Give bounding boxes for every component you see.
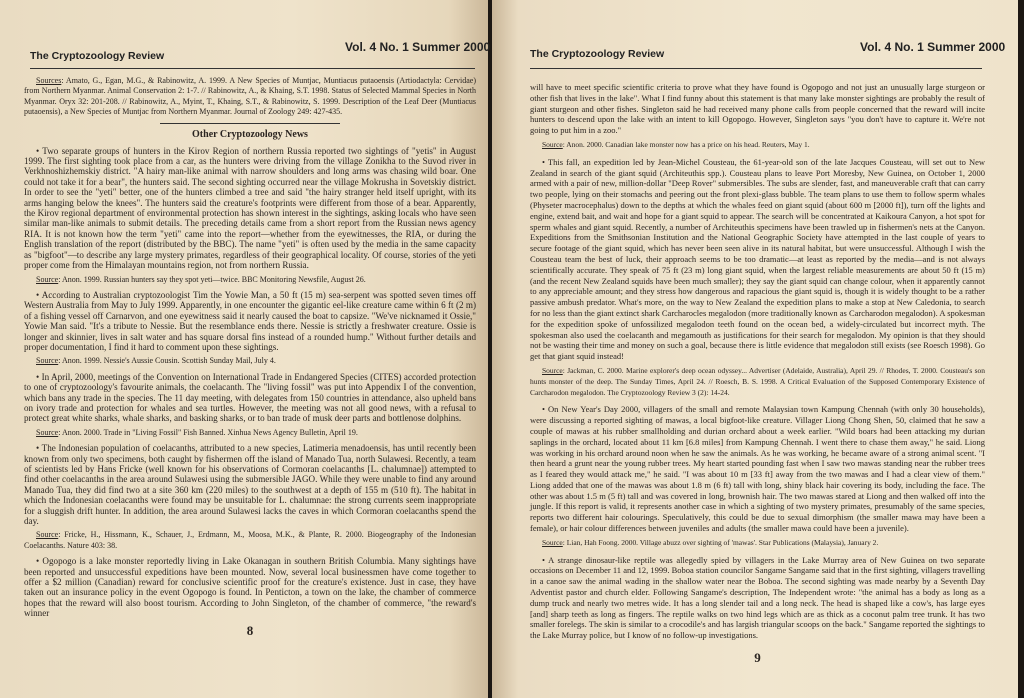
left-page-8 [0,0,491,698]
header-rule [530,68,982,69]
source-label: Source [36,427,59,437]
item-text: will have to meet specific scientific criteria to prove what they have found is Ogopogo and not just an unusually large sturgeon or other fish that lives in the lake". What I find funny about this statement is that many lake monster sightings are probably the result of giant sturgeon and other fishes. Singleton said he had received many phone calls from people concerned that the reward will incite hunters to descend upon the lake with an intent to kill Ogopogo. However, Singleton says "you don't have to capture it. We're not going to put him in a zoo." [530,82,985,136]
news-item-ogopogo [24,556,476,618]
left-page-content [24,76,476,638]
source-text: : Anon. 1999. Russian hunters say they spot yeti—twice. BBC Monitoring Newsfile, August 26. [58,274,366,284]
source-text: : Jackman, C. 2000. Marine explorer's deep ocean odyssey... Advertiser (Adelaide, Australia), April 29. // Rhodes, T. 2000. Cousteau's son hunts monster of the deep. The Sunday Times, April 24. // Roesch, B. S. 1998. A Critical Evaluation of the Supposed Contemporary Existence of Carcharodon megalodon. The Cryptozoology Review 3 (2): 14-24. [530,365,985,397]
news-item-sea-serpent [24,290,476,367]
top-sources [24,76,476,118]
item-text: • This fall, an expedition led by Jean-Michel Cousteau, the 61-year-old son of the late Jacques Cousteau, will set out to New Zealand in search of the giant squid (Architeuthis spp.). Cousteau plans to leave Port Moresby, New Guinea, on October 1, 2000 armed with a pair of new, million-dollar "Deep Rover" submersibles. The subs are slender, fast, and maneuverable craft that can carry two people, lying on their stomachs and peering out the front plexi-glass bubble. The team plans to use them to follow sperm whales (Physeter macrocephalus) down to the depths at which the whales feed on giant squid (about 600 m [2000 ft]), turn off the lights and engine, extend bait, and wait and hope for a giant squid to appear. The search will be concentrated at Kaikoura Canyon, a hot spot for sperm whales and giant squid. Recently, a number of Architeuthis specimens have been trawled up in fishermen's nets at the Canyon. Expeditions from the Smithsonian Institution and the National Geographic Society have attempted in the last couple of years to secure footage of the giant squid, which has never been seen alive in its natural habitat, but were unsuccessful. Although I wish the Cousteau team the best of luck, their approach seems to be too dramatic—at least as reported by the media—and is not always scientifically accurate. They speak of 75 ft (23 m) long giant squid, when the largest reliable measurements are about 50 ft (15 m) (and the recent New Zealand squids have been much smaller); they say the giant squid can change colour, when it apparently cannot to any appreciable amount; and they stress how dangerous and rapacious the giant squid is, though it is widely thought to be a rather passive ambush predator. What's more, on the way to New Zealand the expedition plans to make a stop at New Caledonia, to search for no less than the giant extinct shark Carcharocles megalodon (more traditionally known as Carcharodon megalodon). A spokesman for the expedition spoke of unfossilized megalodon teeth found on the ocean bed, a widely-circulated but incorrect myth. The spokesman also used the coelacanth and megamouth as justifications for their search for megalodon. My opinion is that they should not be wasting their time and money on such a goal, because there is little evidence that megalodon still exists (see Roesch 1998). Go get that giant squid instead! [530,156,985,362]
header-rule [30,68,475,69]
item-text: • A strange dinosaur-like reptile was allegedly spied by villagers in the Lake Murray area of New Guinea on two separate occasions on December 11 and 12, 1999. Boboa station councilor Sangame Sangame said that in the first sighting, villagers travelling in a canoe saw the animal wading in the shallow water near the Boboa. The second sighting was made nearby by a Seventh Day Adventist pastor and church elder. Following Sangame's description, The Independent wrote: "the animal has a body as long as a dump truck and nearly two metres wide. It has a long slender tail and a long neck. The head is shaped like a cow's, has large eyes [and] sharp teeth as long as fingers. The reptile walks on two hind legs which are as thick as a coconut palm tree trunk. It has two smaller forelegs. The skin is similar to a crocodile's and has largish triangular scoops on the back." Sangame reported the sightings to the Lake Murray police, but I know of no follow-up investigations. [530,554,985,641]
item-text: • The Indonesian population of coelacanths, attributed to a new species, Latimeria menadoensis, has until recently been known from only two specimens, both caught by fishermen off the island of Manado Tua, north Sulawesi. Recently, a team of scientists led by Hans Fricke (well known for his observations of Cormoran coelacanths [L. chalumnae]) attempted to find other coelacanths in the area around Sulawesi using the submersible JAGO. While they were unable to find any around Manado Tua, they did find two at a site 360 km (220 miles) to the southwest at a depth of 155 m (510 ft). The habitat in which the Indonesian coelacanths were found may be unsuitable for L. chalumnae: the strong currents seem inappropriate for a sluggish drift hunter. In addition, the area around Sulawesi lacks the caves in which Cormoran coelacanths spend the day. [24,443,476,527]
right-page-9 [492,0,1018,698]
source-label: Source [36,274,59,284]
item-text: • In April, 2000, meetings of the Convention on International Trade in Endangered Species (CITES) accorded protection to one of cryptozoology's favourite animals, the coelacanth. The "living fossil" was put into Appendix I of the convention, which bans any trade in the species. The 11 day meeting, with delegates from 150 countries in attendance, also upheld bans on ivory trade and protection for whales and sea turtles. However, the meeting was not all good news, with a refusal to protect great white sharks, whale sharks, and basking sharks, or to ban trade of musk deer parts and bottlenose dolphins. [24,371,476,424]
source-label: Source [542,365,563,375]
source-text: : Anon. 2000. Trade in "Living Fossil" Fish Banned. Xinhua News Agency Bulletin, April 19. [58,427,358,437]
source-label: Source [36,356,59,366]
item-text: • Two separate groups of hunters in the Kirov Region of northern Russia reported two sightings of "yetis" in August 1999. The first sighting took place from a car, as the hunters were driving from the village Zonikha to the Suvod river in Verkhnoshizhemskiy district. "A hairy man-like animal with narrow shoulders and long arms was chasing wild boar. One could not take it for a bear", the hunters said. The second sighting occurred near the village Mokrusha in Sovetskiy district. In order to see the "yeti" better, one of the hunters climbed a tree and said "the hairy stranger held itself upright, with its arms hanging below the knees". The hunters said the creature's footprints were different from those of a bear. Apparently, the Kirov regional department of environmental protection has shown interest in the sightings, asking locals who have seen similar man-like animals to submit details. The preceding details came from a short report from the Russian news agency RIA. It is not known how the term "yeti" came into the report—whether from the eyewitnesses, the RIA, or during the English translation of the report (distributed by the BBC). The name "yeti" is often used by the media in the same capacity as "bigfoot"—to describe any large mystery primates, regardless of their geographical locality. Of course, stories of the yeti proper come from the Himalayan mountains region, not from northern Russia. [24,145,476,271]
item-text: • According to Australian cryptozoologist Tim the Yowie Man, a 50 ft (15 m) sea-serpent was spotted seven times off Western Australia from May to July 1999. Apparently, in one encounter the gigantic eel-like creature came within 6 ft (2 m) of a fishing vessel off Carnarvon, and one eyewitness said it nearly caused the boat to capsize. "We've nicknamed it Ossie," Yowie Man said. "It's a tribute to Nessie. But the resemblance ends there. Nessie is strictly a freshwater creature. Ossie is longer and skinnier, lives in salt water and has square dorsal fins instead of a rounded hump." Without further details and proper documentation, I find it hard to comment upon these sightings. [24,289,476,352]
source-text: : Lian, Hah Foong. 2000. Village abuzz over sighting of 'mawas'. Star Publications (Malaysia), January 2. [562,537,879,547]
sources-label: Sources [36,76,62,85]
news-item-mawas [530,404,985,548]
source-label: Source [542,139,563,149]
section-heading: Other Cryptozoology News [192,128,308,140]
news-item-giant-squid [530,157,985,399]
source-label: Source [542,537,563,547]
source-text: : Anon. 1999. Nessie's Aussie Cousin. Scottish Sunday Mail, July 4. [58,356,276,366]
page-number: 8 [246,622,254,638]
news-item-ogopogo-cont [530,82,985,151]
news-item-coelacanth [24,443,476,551]
page-number: 9 [754,650,761,666]
news-item-yeti [24,146,476,285]
item-text: • Ogopogo is a lake monster reportedly living in Lake Okanagan in southern British Columbia. Many sightings have been reported and unsuccessful expeditions have been mounted. Now, several local businessmen have come together to offer a $2 million (Canadian) reward for conclusive scientific proof for the creature's existence. Just in case, they have taken out an insurance policy in the event Ogopogo is found. In Penticton, a town on the lake, the chamber of commerce hopes that the reward will also boost tourism. According to John Singleton, of the chamber of commerce, "the reward's winner [24,556,476,619]
section-divider [160,123,340,124]
news-item-dinosaur-reptile [530,555,985,641]
news-item-cites [24,372,476,438]
sources-text: : Amato, G., Egan, M.G., & Rabinowitz, A. 1999. A New Species of Muntjac, Muntiacus putaoensis (Artiodactyla: Cervidae) from Northern Myanmar. Animal Conservation 2: 1-7. // Rabinowitz, A., & Khaing, S.T. 1998. Status of Selected Mammal Species in North Myanmar. Oryx 32: 201-208. // Rabinowitz, A., Myint, T., Khaing, S.T., & Rabinowitz, S. 1999. Description of the Leaf Deer (Muntiacus putaoensis), a New Species of Muntjac from Northern Myanmar. Journal of Zoology 249: 427-435. [24,76,476,117]
right-page-content [530,82,985,665]
item-text: • On New Year's Day 2000, villagers of the small and remote Malaysian town Kampung Chennah (with only 30 households), were discussing a reported sighting of mawas, a local bigfoot-like creature. Villager Liong Chong Shen, 50, claimed that he saw a couple of mawas at his rubber smallholding and durian orchard about a week earlier. "Wild boars had been attacking my durian saplings in the orchard, located about 11 km [6.8 miles] from Kampung Chennah. I went there to chase them away," he said. Liong was working in his orchard around noon when he saw the animals. As he was working, he became aware of a strong animal scent. "I then heard a grunt near the young rubber trees. My heart started pounding fast when I saw two mawas standing near the rubber trees as I feared they would attack me," he said. "I was about 10 m [33 ft] away from the two mawas and I had a clear view of them." Liong added that one of the mawas was about 1.8 m (6 ft) tall with long, shiny black hair covering its body, including the face. The other was about 1.5 m (5 ft) tall and was covered in long, brownish hair. The two mawas stared at Liong and then walked off into the jungle. If this report is valid, it represents another case in which a sighting of two mystery primates, presumably of the same species, reports two different hair colourings. Speculatively, this could be due to sexual dimorphism (the smaller mawa may have been a female), or hair colour differences between juveniles and adults (the smaller mawa could have been a juvenile). [530,404,985,534]
issue-label: Vol. 4 No. 1 Summer 2000 [345,40,491,54]
source-text: : Anon. 2000. Canadian lake monster now has a price on his head. Reuters, May 1. [562,139,810,149]
journal-title: The Cryptozoology Review [30,50,165,62]
journal-title: The Cryptozoology Review [530,48,665,60]
source-text: : Fricke, H., Hissmann, K., Schauer, J., Erdmann, M., Moosa, M.K., & Plante, R. 2000. Biogeography of the Indonesian Coelacanths. Nature 403: 38. [24,530,476,550]
issue-label: Vol. 4 No. 1 Summer 2000 [860,40,1006,54]
source-label: Source [36,530,59,540]
